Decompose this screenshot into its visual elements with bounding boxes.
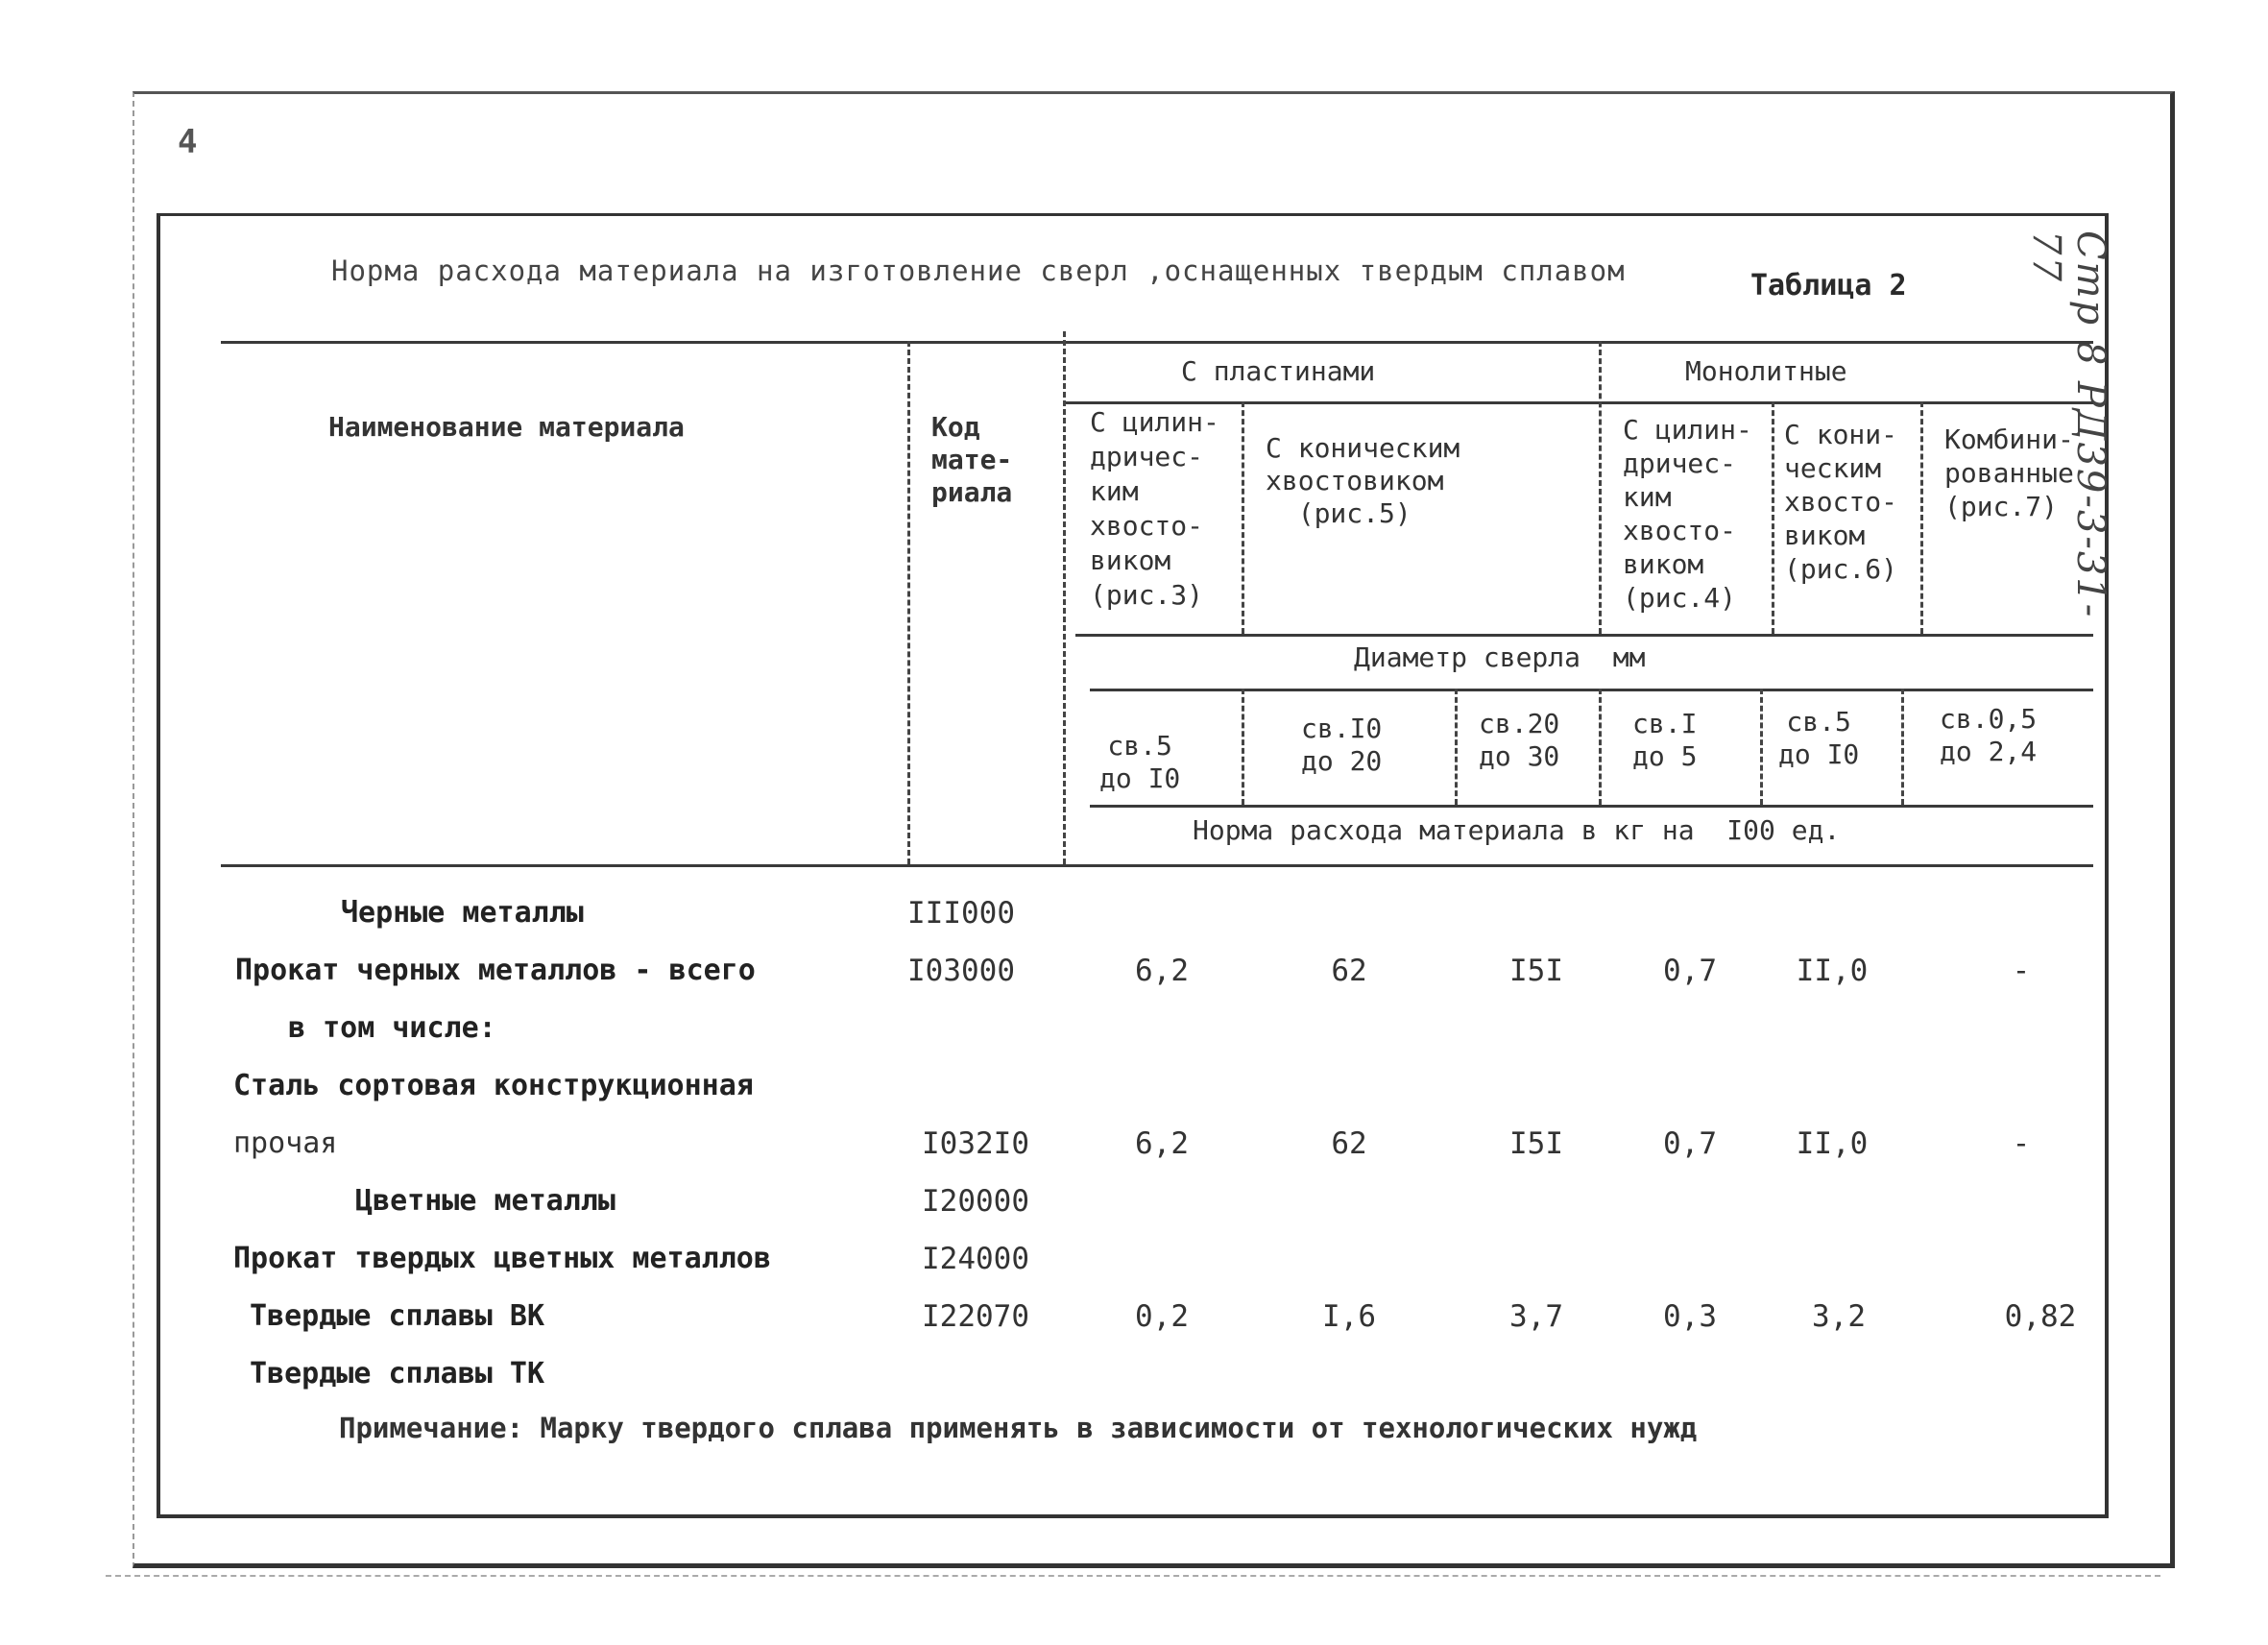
cell-value: -	[2012, 1126, 2031, 1161]
row-label: Цветные металлы	[355, 1184, 615, 1218]
cell-value: I5I	[1509, 1126, 1563, 1161]
row-label: прочая	[233, 1126, 338, 1160]
row-label: Твердые сплавы ВК	[250, 1299, 545, 1333]
col-sep-d2	[1455, 689, 1458, 805]
document-title: Норма расхода материала на изготовление сверл ,оснащенных твердым сплавом	[331, 254, 1626, 287]
col-sep-group	[1599, 341, 1602, 634]
col-sep-sub3	[1772, 401, 1774, 634]
header-group-plates: С пластинами	[1181, 355, 1376, 387]
cell-value: 6,2	[1135, 1126, 1189, 1161]
row-code: III000	[907, 896, 1015, 931]
page-mark: 4	[178, 123, 198, 161]
header-sub-con-mono: С кони- ческим хвосто- виком (рис.6)	[1784, 419, 1898, 585]
row-code: I03000	[907, 954, 1015, 988]
header-code-col: Код мате- риала	[931, 411, 1013, 508]
cell-value: 62	[1331, 1126, 1367, 1161]
header-sub-combined: Комбини- рованные (рис.7)	[1944, 423, 2074, 522]
cell-value: II,0	[1796, 954, 1869, 988]
cell-value: 0,82	[2004, 1299, 2077, 1334]
diameter-rule	[1090, 689, 2093, 691]
header-sub-cyl-plates: С цилин- дричес- ким хвосто- виком (рис.3)	[1090, 406, 1219, 611]
cell-value: I,6	[1322, 1299, 1376, 1334]
col-sep-code	[1063, 331, 1066, 864]
row-code: I22070	[922, 1299, 1029, 1334]
header-group-monolithic: Монолитные	[1685, 355, 1847, 387]
row-code: I032I0	[922, 1126, 1029, 1161]
table-label: Таблица 2	[1750, 269, 1907, 302]
cell-value: 62	[1331, 954, 1367, 988]
header-d1: св.5 до I0	[1099, 730, 1181, 794]
cell-value: II,0	[1796, 1126, 1869, 1161]
bottom-rule	[106, 1575, 2160, 1577]
subheader-rule	[1075, 634, 2093, 637]
header-sub-cyl-mono: С цилин- дричес- ким хвосто- виком (рис.4)	[1623, 414, 1752, 614]
cell-value: -	[2012, 954, 2031, 988]
header-bottom-rule	[221, 864, 2093, 867]
header-diameter: Диаметр сверла мм	[1354, 641, 1646, 673]
row-label: Твердые сплавы ТК	[250, 1357, 545, 1391]
header-d5: св.5 до I0	[1778, 706, 1860, 770]
table-note: Примечание: Марку твердого сплава применять в зависимости от технологических нужд	[339, 1412, 1698, 1444]
cell-value: 0,7	[1663, 954, 1717, 988]
header-d2: св.I0 до 20	[1301, 713, 1383, 777]
group-rule	[1066, 401, 2093, 404]
cell-value: 6,2	[1135, 954, 1189, 988]
row-label: Сталь сортовая конструкционная	[233, 1069, 754, 1102]
col-sep-d3	[1599, 689, 1602, 805]
header-d4: св.I до 5	[1632, 708, 1698, 772]
row-code: I24000	[922, 1242, 1029, 1276]
row-label: в том числе:	[288, 1011, 496, 1045]
header-norm: Норма расхода материала в кг на I00 ед.	[1193, 814, 1841, 846]
row-label: Прокат твердых цветных металлов	[233, 1242, 771, 1275]
col-sep-name	[907, 341, 910, 864]
row-label: Черные металлы	[341, 896, 584, 930]
cell-value: I5I	[1509, 954, 1563, 988]
diameter-values-rule	[1090, 805, 2093, 808]
header-name-col: Наименование материала	[328, 411, 685, 443]
header-d6: св.0,5 до 2,4	[1940, 703, 2038, 767]
row-code: I20000	[922, 1184, 1029, 1219]
cell-value: 3,7	[1509, 1299, 1563, 1334]
col-sep-d4	[1760, 689, 1763, 805]
col-sep-d1	[1242, 689, 1244, 805]
col-sep-sub1	[1242, 401, 1244, 634]
cell-value: 0,2	[1135, 1299, 1189, 1334]
col-sep-sub4	[1920, 401, 1923, 634]
header-sub-con-plates: С коническим хвостовиком (рис.5)	[1266, 432, 1460, 529]
header-top-rule	[221, 341, 2093, 344]
header-d3: св.20 до 30	[1479, 708, 1560, 772]
row-label: Прокат черных металлов - всего	[235, 954, 756, 987]
cell-value: 0,7	[1663, 1126, 1717, 1161]
cell-value: 0,3	[1663, 1299, 1717, 1334]
col-sep-d5	[1901, 689, 1904, 805]
side-mark: Стр 8 РД39-3-31-77	[2024, 230, 2112, 619]
cell-value: 3,2	[1812, 1299, 1866, 1334]
